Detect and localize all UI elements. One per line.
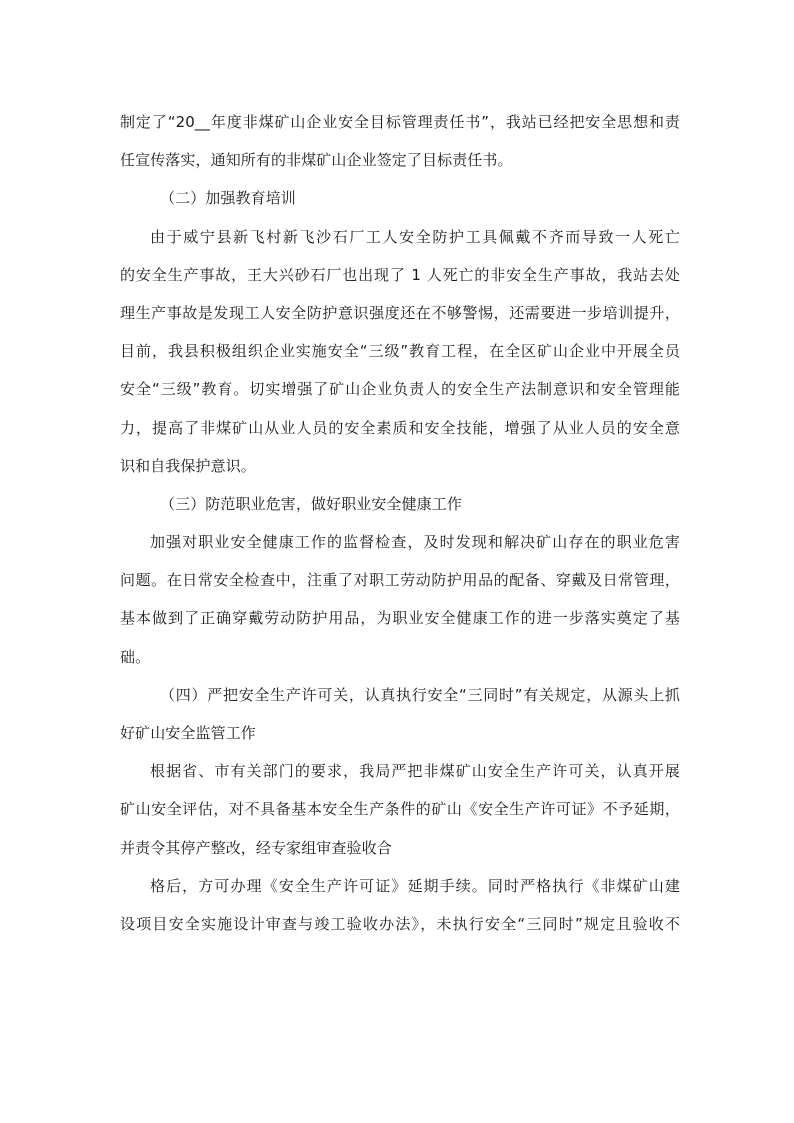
document-body <box>120 103 680 943</box>
paragraph-line: 的安全生产事故，王大兴砂石厂也出现了 1 人死亡的非安全生产事故，我站去处 <box>120 265 680 284</box>
paragraph-line: 础。 <box>120 647 151 666</box>
section-heading: （三）防范职业危害，做好职业安全健康工作 <box>160 494 463 513</box>
paragraph-line: 根据省、市有关部门的要求，我局严把非煤矿山安全生产许可关，认真开展 <box>150 762 680 781</box>
paragraph-line: 并责令其停产整改，经专家组审查验收合 <box>120 838 392 857</box>
paragraph-line: 识和自我保护意识。 <box>120 456 256 475</box>
paragraph-line: 任宣传落实，通知所有的非煤矿山企业签定了目标责任书。 <box>120 151 513 170</box>
paragraph-line: 加强对职业安全健康工作的监督检查，及时发现和解决矿山存在的职业危害 <box>150 533 680 552</box>
paragraph-line: 理生产事故是发现工人安全防护意识强度还在不够警惕，还需要进一步培训提升， <box>120 303 680 322</box>
paragraph-line: 力，提高了非煤矿山从业人员的安全素质和安全技能，增强了从业人员的安全意 <box>120 418 680 437</box>
paragraph-line: 目前，我县积极组织企业实施安全“三级”教育工程，在全区矿山企业中开展全员 <box>120 342 680 361</box>
section-heading: 好矿山安全监管工作 <box>120 724 256 742</box>
paragraph-line: 格后，方可办理《安全生产许可证》延期手续。同时严格执行《非煤矿山建 <box>150 876 680 895</box>
paragraph-line: 由于威宁县新飞村新飞沙石厂工人安全防护工具佩戴不齐而导致一人死亡 <box>150 227 680 246</box>
paragraph-line: 矿山安全评估，对不具备基本安全生产条件的矿山《安全生产许可证》不予延期， <box>120 800 680 819</box>
paragraph-line: 设项目安全实施设计审查与竣工验收办法》，未执行安全“三同时”规定且验收不 <box>120 914 680 933</box>
paragraph-line: 安全“三级”教育。切实增强了矿山企业负责人的安全生产法制意识和安全管理能 <box>120 380 680 399</box>
section-heading: （四）严把安全生产许可关，认真执行安全“三同时”有关规定，从源头上抓 <box>160 685 680 704</box>
paragraph-line: 基本做到了正确穿戴劳动防护用品，为职业安全健康工作的进一步落实奠定了基 <box>120 609 680 628</box>
section-heading: （二）加强教育培训 <box>160 189 296 208</box>
paragraph-line: 问题。在日常安全检查中，注重了对职工劳动防护用品的配备、穿戴及日常管理， <box>120 571 680 590</box>
paragraph-line: 制定了“20__年度非煤矿山企业安全目标管理责任书”，我站已经把安全思想和责 <box>120 113 680 131</box>
